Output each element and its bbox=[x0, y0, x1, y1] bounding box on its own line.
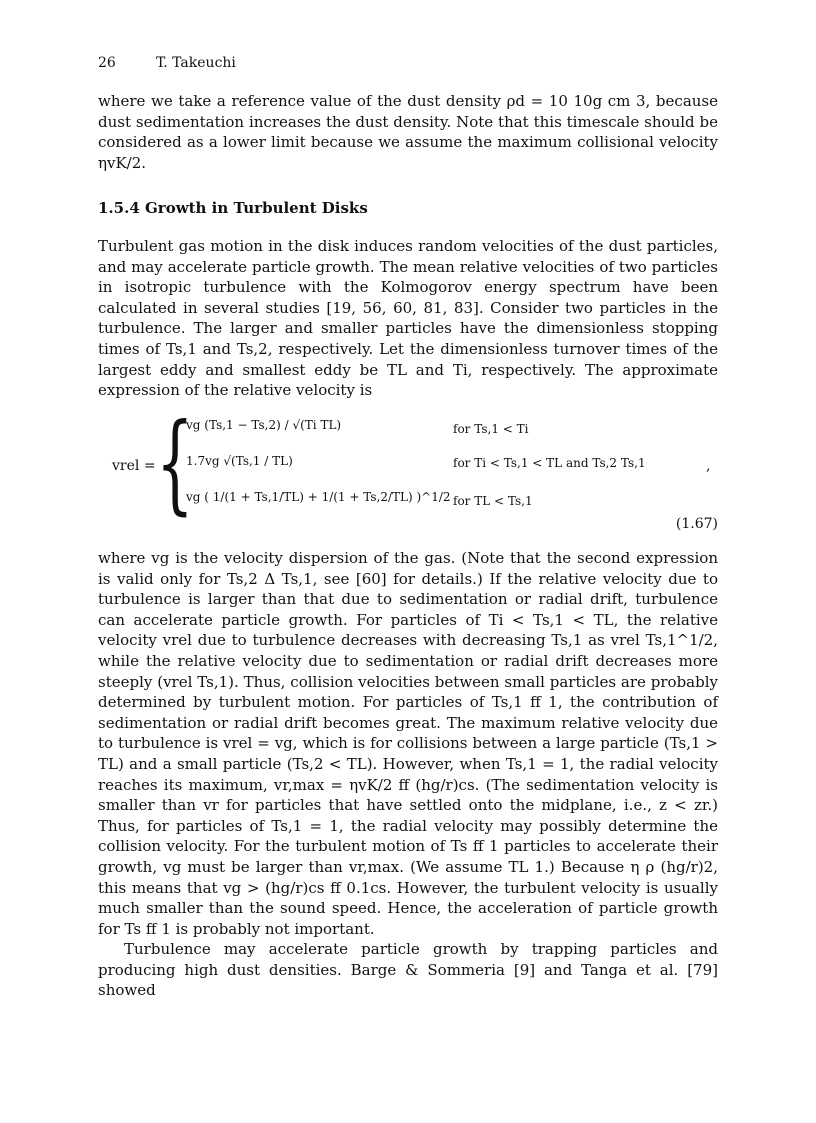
section-heading: 1.5.4 Growth in Turbulent Disks bbox=[98, 199, 368, 217]
case-3-condition: for TL < Ts,1 bbox=[453, 494, 533, 508]
body-paragraph-2 bbox=[98, 548, 718, 1001]
equation-1-67 bbox=[98, 401, 718, 540]
case-2-condition: for Ti < Ts,1 < TL and Ts,2 Ts,1 bbox=[453, 456, 646, 470]
equation-number: (1.67) bbox=[675, 516, 718, 532]
case-1-condition: for Ts,1 < Ti bbox=[453, 422, 529, 436]
intro-paragraph bbox=[98, 91, 718, 173]
para-intro: where we take a reference value of the dust density ρd = 10 10g cm 3, because dust sedimentation increases the dust density. Note that this timescale should be considered as a lower limit because we assume the maximum collisional velocity ηvK/2. bbox=[98, 92, 718, 172]
equation-trailing-comma: , bbox=[706, 458, 711, 474]
case-3-expression: vg ( 1/(1 + Ts,1/TL) + 1/(1 + Ts,2/TL) )^1/2 bbox=[186, 490, 451, 504]
page-number: 26 bbox=[98, 55, 116, 71]
brace-glyph: { bbox=[156, 401, 194, 526]
equation-lhs: vrel = bbox=[112, 458, 156, 474]
para-1: Turbulent gas motion in the disk induces random velocities of the dust particles, and may accelerate particle growth. The mean relative velocities of two particles in isotropic turbulence with the Kolmogorov energy spectrum have been calculated in several studies [19, 56, 60, 81, 83]. Consider two particles in the turbulence. The larger and smaller particles have the dimensionless stopping times of Ts,1 and Ts,2, respectively. Let the dimensionless turnover times of the largest eddy and smallest eddy be TL and Ti, respectively. The approximate expression of the relative velocity is bbox=[98, 237, 718, 400]
body-paragraph-1 bbox=[98, 236, 718, 401]
case-1-expression: vg (Ts,1 − Ts,2) / √(Ti TL) bbox=[186, 418, 342, 432]
case-2-expression: 1.7vg √(Ts,1 / TL) bbox=[186, 454, 293, 468]
running-head bbox=[98, 55, 236, 71]
running-author: T. Takeuchi bbox=[156, 55, 236, 71]
para-2: where vg is the velocity dispersion of the gas. (Note that the second expression is valid only for Ts,2 Δ Ts,1, see [60] for details.) If the relative velocity due to turbulence is larger than that due to sedimentation or radial drift, turbulence can accelerate particle growth. For particles of Ti < Ts,1 < TL, the relative velocity vrel due to turbulence decreases with decreasing Ts,1 as vrel Ts,1^1/2, while the relative velocity due to sedimentation or radial drift decreases more steeply (vrel Ts,1). Thus, collision velocities between small particles are probably determined by turbulent motion. For particles of Ts,1 ff 1, the contribution of sedimentation or radial drift becomes great. The maximum relative velocity due to turbulence is vrel = vg, which is for collisions between a large particle (Ts,1 > TL) and a small particle (Ts,2 < TL). However, when Ts,1 = 1, the radial velocity reaches its maximum, vr,max = ηvK/2 ff (hg/r)cs. (The sedimentation velocity is smaller than vr for particles that have settled onto the midplane, i.e., z < zr.) Thus, for particles of Ts,1 = 1, the radial velocity may possibly determine the collision velocity. For the turbulent motion of Ts ff 1 particles to accelerate their growth, vg must be larger than vr,max. (We assume TL 1.) Because η ρ (hg/r)2, this means that vg > (hg/r)cs ff 0.1cs. However, the turbulent velocity is usually much smaller than the sound speed. Hence, the acceleration of particle growth for Ts ff 1 is probably not important. bbox=[98, 549, 718, 938]
para-3: Turbulence may accelerate particle growth by trapping particles and producing high dust densities. Barge & Sommeria [9] and Tanga et al. [79] showed bbox=[98, 940, 718, 1000]
